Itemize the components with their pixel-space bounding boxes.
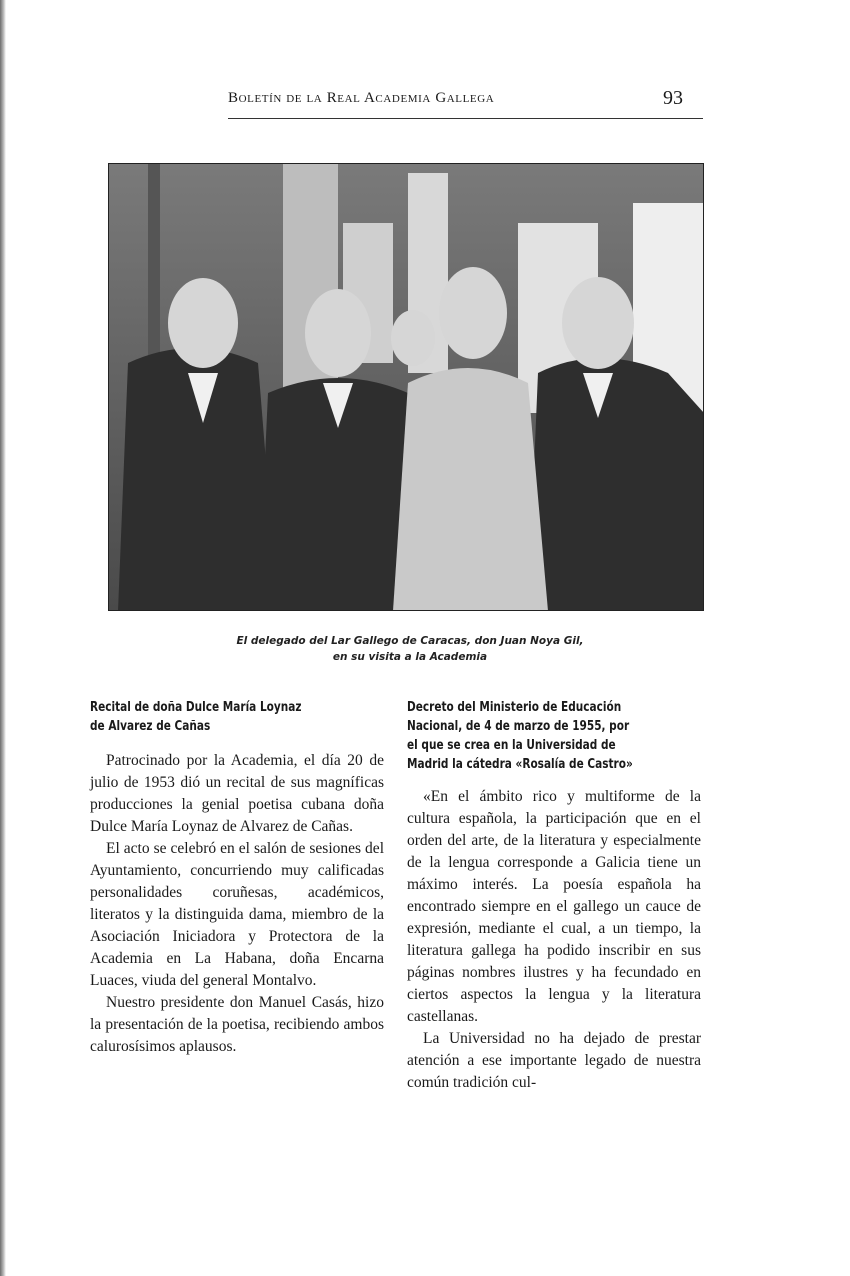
photo-illustration [108, 163, 704, 611]
journal-title: Boletín de la Real Academia Gallega [228, 90, 495, 106]
caption-line: en su visita a la Academia [332, 651, 488, 663]
heading-line: Recital de doña Dulce María Loynaz [90, 699, 302, 715]
heading-line: Madrid la cátedra «Rosalía de Castro» [407, 756, 633, 772]
article-heading [90, 698, 388, 736]
paragraph: «En el ámbito rico y multiforme de la cultura española, la participación que en el orden del arte, de la literatura y especialmente de la lengua corresponde a Galicia tiene un máximo interés. La poesía española ha encontrado siempre en el gallego un cauce de expresión, mediante el cual, a un tiempo, la literatura gallega ha podido inscribir en sus páginas nombres ilustres y ha fecundado en ciertos aspectos la lengua y la literatura castellanas. [407, 788, 701, 1025]
heading-line: Decreto del Ministerio de Educación [407, 699, 622, 715]
paragraph: La Universidad no ha dejado de prestar atención a ese importante legado de nuestra común tradición cul- [407, 1030, 701, 1091]
right-column [407, 698, 701, 1094]
header-rule [228, 118, 703, 119]
heading-line: el que se crea en la Universidad de [407, 737, 616, 753]
paragraph: Patrocinado por la Academia, el día 20 de julio de 1953 dió un recital de sus magníficas producciones la genial poetisa cubana doña Dulce María Loynaz de Alvarez de Cañas. [90, 752, 384, 835]
page-number: 93 [663, 87, 683, 109]
running-header [228, 87, 703, 120]
article-heading [407, 698, 705, 774]
page-spine-shadow [0, 0, 6, 1276]
left-column [90, 698, 384, 1058]
heading-line: de Alvarez de Cañas [90, 718, 211, 734]
photo-caption [180, 633, 640, 665]
heading-line: Nacional, de 4 de marzo de 1955, por [407, 718, 630, 734]
caption-line: El delegado del Lar Gallego de Caracas, don Juan Noya Gil, [236, 635, 584, 647]
group-photograph [108, 163, 704, 611]
paragraph: El acto se celebró en el salón de sesiones del Ayuntamiento, concurriendo muy calificadas personalidades coruñesas, académicos, literatos y la distinguida dama, miembro de la Asociación Iniciadora y Protectora de la Academia en La Habana, doña Encarna Luaces, viuda del general Montalvo. [90, 840, 384, 989]
paragraph: Nuestro presidente don Manuel Casás, hizo la presentación de la poetisa, recibiendo ambos calurosísimos aplausos. [90, 994, 384, 1055]
